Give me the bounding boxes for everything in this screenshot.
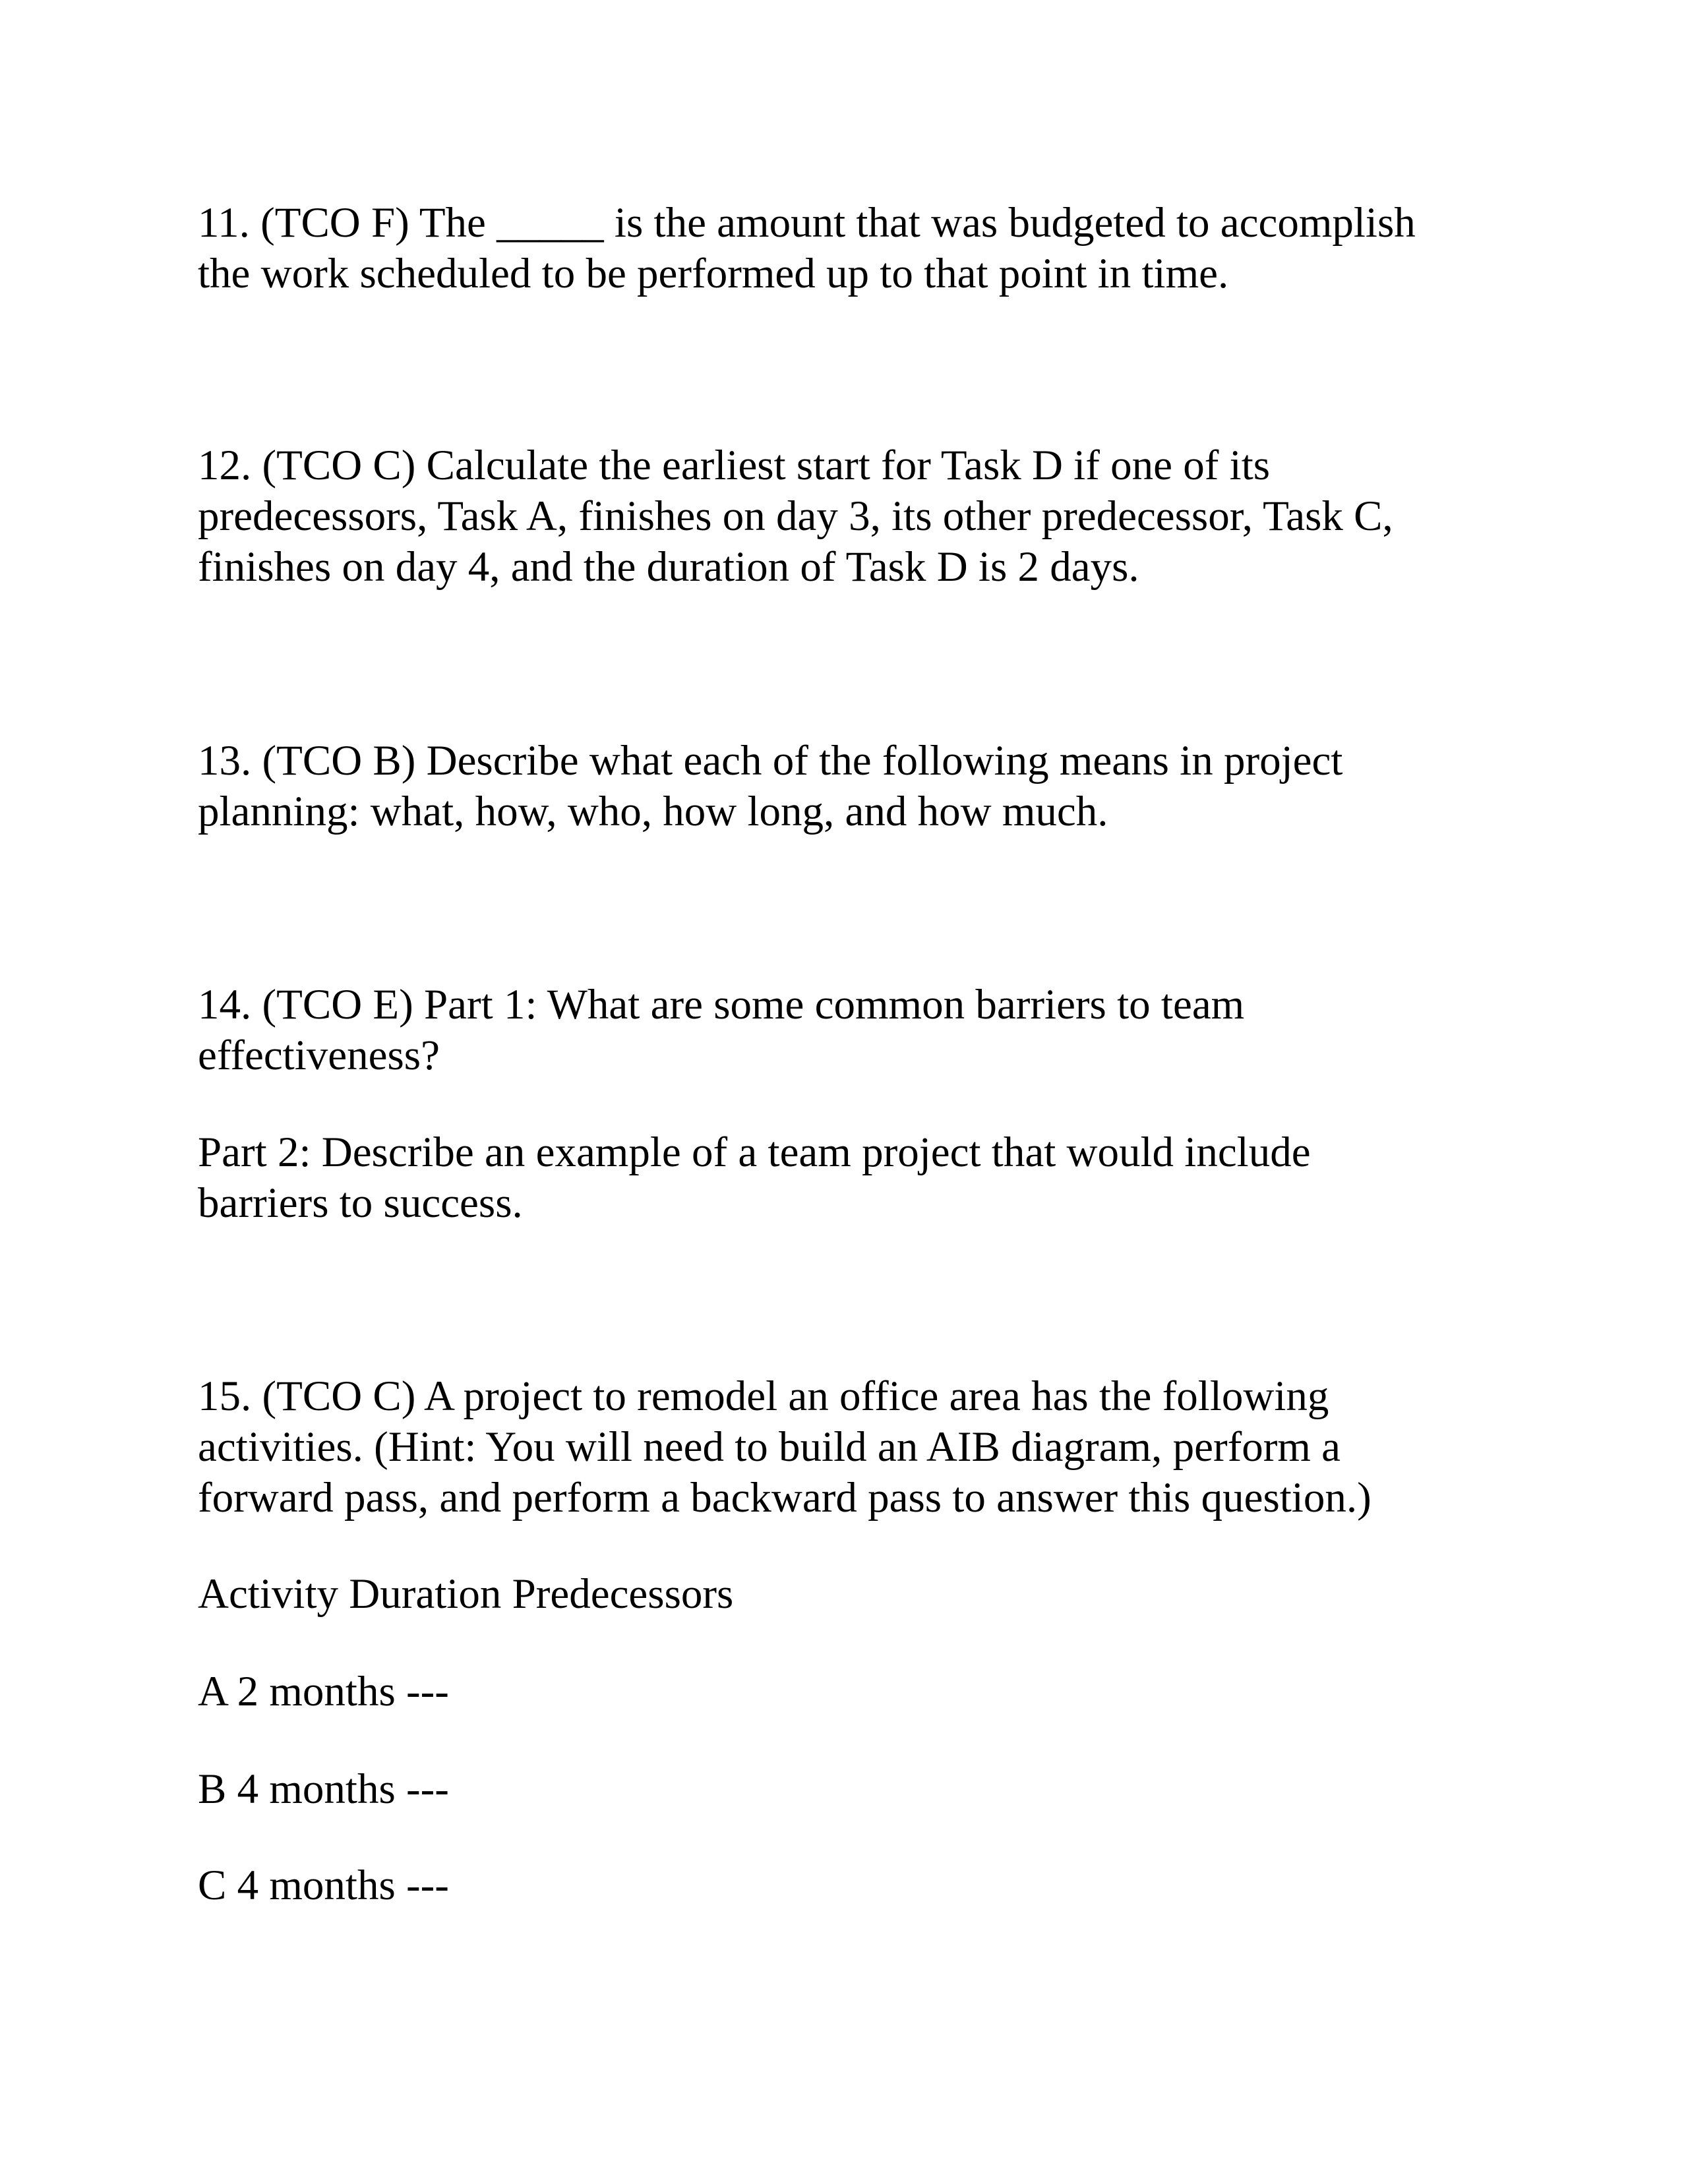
question-14-part-2-line-1: Part 2: Describe an example of a team project that would include — [198, 1129, 1311, 1176]
question-14-part-1-line-2: effectiveness? — [198, 1032, 440, 1079]
activity-row — [198, 1667, 1530, 1717]
activity-row — [198, 1764, 1530, 1815]
question-15-line-3: forward pass, and perform a backward pass to answer this question.) — [198, 1474, 1372, 1521]
question-11-line-2: the work scheduled to be performed up to that point in time. — [198, 250, 1229, 297]
question-15 — [198, 1371, 1530, 1523]
activity-table-header — [198, 1569, 1530, 1620]
activity-row — [198, 1860, 1530, 1911]
question-14-part-1 — [198, 980, 1530, 1081]
question-13-line-1: 13. (TCO B) Describe what each of the following means in project — [198, 737, 1343, 784]
question-13-line-2: planning: what, how, who, how long, and how much. — [198, 788, 1108, 835]
question-12-line-2: predecessors, Task A, finishes on day 3, its other predecessor, Task C, — [198, 492, 1393, 540]
question-12 — [198, 440, 1530, 593]
activity-row-b: B 4 months --- — [198, 1765, 449, 1813]
question-13 — [198, 736, 1530, 837]
question-11 — [198, 198, 1530, 299]
question-12-line-1: 12. (TCO C) Calculate the earliest start for Task D if one of its — [198, 442, 1271, 489]
question-14-part-2-line-2: barriers to success. — [198, 1179, 523, 1227]
question-14-part-1-line-1: 14. (TCO E) Part 1: What are some common barriers to team — [198, 981, 1245, 1028]
question-11-line-1: 11. (TCO F) The _____ is the amount that was budgeted to accomplish — [198, 199, 1416, 247]
question-15-line-1: 15. (TCO C) A project to remodel an office area has the following — [198, 1372, 1329, 1420]
question-15-line-2: activities. (Hint: You will need to build an AIB diagram, perform a — [198, 1423, 1341, 1471]
question-14-part-2 — [198, 1127, 1530, 1229]
activity-table-header-text: Activity Duration Predecessors — [198, 1570, 734, 1618]
activity-row-a: A 2 months --- — [198, 1668, 449, 1715]
activity-row-c: C 4 months --- — [198, 1862, 449, 1909]
question-12-line-3: finishes on day 4, and the duration of Task D is 2 days. — [198, 543, 1139, 591]
